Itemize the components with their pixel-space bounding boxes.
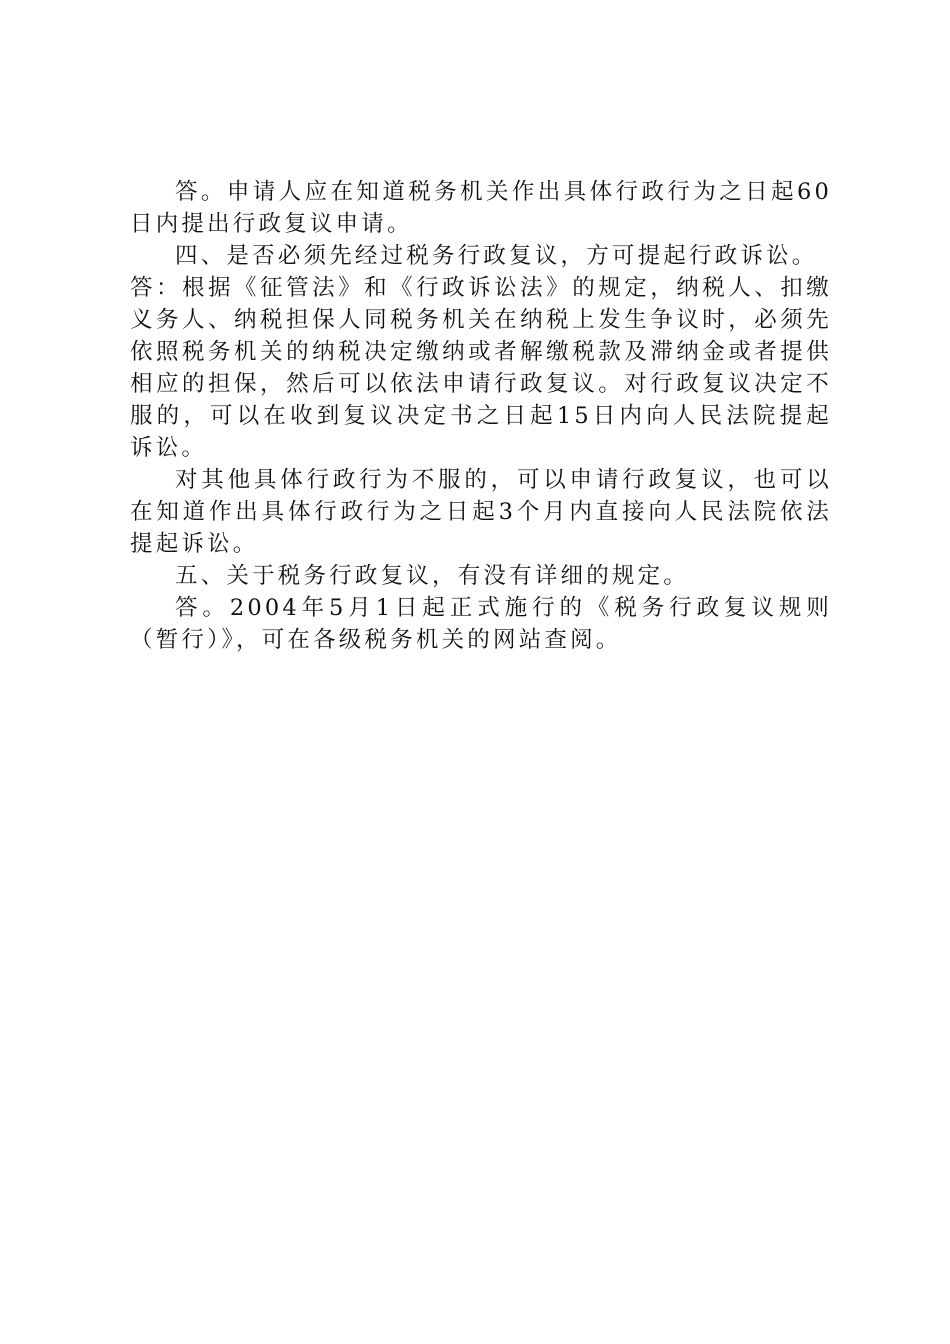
paragraph-question-five: 五、关于税务行政复议，有没有详细的规定。 [175,563,690,589]
paragraph-other-actions: 对其他具体行政行为不服的，可以申请行政复议，也可以在知道作出具体行政行为之日起3个月内直接向人民法院依法提起诉讼。 [130,467,832,557]
paragraph-answer-five: 答。2004年5月1日起正式施行的《税务行政复议规则（暂行）》，可在各级税务机关的网站查阅。 [130,595,832,653]
paragraph-answer-deadline: 答。申请人应在知道税务机关作出具体行政行为之日起60日内提出行政复议申请。 [130,179,832,237]
paragraph-answer-four: 答：根据《征管法》和《行政诉讼法》的规定，纳税人、扣缴义务人、纳税担保人同税务机关在纳税上发生争议时，必须先依照税务机关的纳税决定缴纳或者解缴税款及滞纳金或者提供相应的担保，然后可以依法申请行政复议。对行政复议决定不服的，可以在收到复议决定书之日起15日内向人民法院提起诉讼。 [130,275,832,461]
document-body [130,176,832,656]
paragraph-question-four: 四、是否必须先经过税务行政复议，方可提起行政诉讼。 [175,243,818,269]
